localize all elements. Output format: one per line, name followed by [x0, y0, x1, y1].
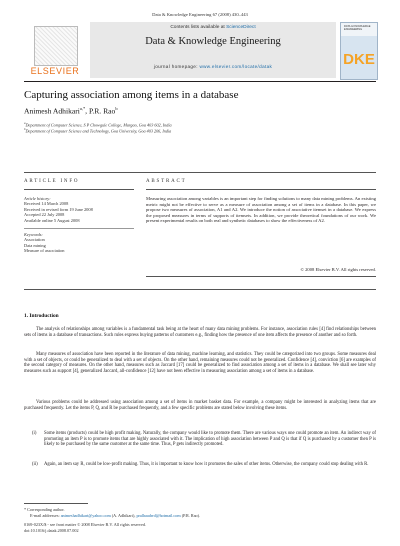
journal-cover-thumbnail — [340, 22, 378, 80]
affiliation-text: Department of Computer Science and Technology, Goa University, Goa 403 206, India — [25, 128, 172, 134]
email-label: E-mail addresses: — [30, 513, 61, 518]
email-link[interactable]: pralhaadrrd@hotmail.com — [136, 513, 181, 518]
front-matter-rule — [24, 289, 376, 290]
history-item: Received in revised form 19 June 2008 — [24, 206, 93, 212]
contents-prefix: Contents lists available at — [170, 25, 227, 30]
journal-title: Data & Knowledge Engineering — [145, 36, 281, 47]
affiliation-mark: b — [24, 127, 26, 131]
email-link[interactable]: animeshadhikari@yahoo.com — [60, 513, 111, 518]
abstract-bottom-rule — [146, 276, 376, 277]
journal-masthead — [24, 22, 376, 80]
section-heading: 1. Introduction — [24, 313, 59, 319]
list-number: (ii) — [32, 462, 38, 467]
cover-title-text: DATA & KNOWLEDGE ENGINEERING — [344, 25, 371, 31]
abstract-rule — [146, 189, 376, 190]
journal-homepage — [90, 64, 336, 69]
article-info-heading: ARTICLE INFO — [24, 179, 80, 184]
corresponding-footnote: * Corresponding author. — [24, 507, 65, 512]
affiliation-marks: b — [115, 106, 118, 111]
author-separator: , — [85, 106, 89, 116]
keyword: Data mining — [24, 242, 46, 248]
homepage-prefix: journal homepage: — [153, 64, 200, 69]
author-name: Animesh Adhikari — [24, 106, 80, 116]
email-owner: (A. Adhikari), — [110, 513, 137, 518]
doi-line[interactable]: doi:10.1016/j.datak.2008.07.002 — [24, 528, 79, 533]
contents-line — [90, 25, 336, 30]
abstract-heading: ABSTRACT — [146, 179, 187, 184]
paragraph: Various problems could be addressed using association among a set of items in market basket data. For example, a company might be interested in analyzing items that are purchased frequently. Let the items P, Q, and R be purchased frequently, and a few specific problems are stated below involving these items. — [24, 400, 376, 411]
list-text: Some items (products) could be high profit making. Naturally, the company would like to promote them. There are various ways one could promote an item. An indirect way of promoting an item P is to promote items that are highly associated with it. The implication of high association between P and Q is that if Q is purchased by a customer then P is likely to be purchased by the same customer at the same time. Thus, P gets indirectly promoted. — [44, 431, 376, 448]
history-item: Available online 5 August 2008 — [24, 217, 80, 223]
paragraph: The analysis of relationships among variables is a fundamental task being at the heart of many data mining problems. For instance, association rules [4] find relationships between sets of items in a database of transactions. Such rules express buying patterns of customers e.g., finding how the presence of one item affects the presence of another and so forth. — [24, 327, 376, 338]
corresponding-mark[interactable]: * — [82, 106, 86, 111]
masthead-banner — [90, 22, 336, 78]
history-item: Accepted 22 July 2008 — [24, 212, 65, 218]
running-head: Data & Knowledge Engineering 67 (2008) 430–443 — [152, 12, 248, 17]
affiliation-b — [24, 127, 171, 133]
list-number: (i) — [32, 431, 37, 436]
section-rule — [24, 172, 376, 173]
abstract-copyright: © 2008 Elsevier B.V. All rights reserved. — [300, 267, 376, 272]
abstract-text: Measuring association among variables is an important step for finding solutions to many data mining problems. An existing metric might not be effective to serve as a measure of association among a set of items in a database. In this paper, we propose two measures of association, A1 and A2. We introduce the notion of associative itemset in a database. We express the proposed measures in terms of supports of itemsets. In addition, we provide theoretical foundations of our work. We present experimental results on both real and synthetic databases to show the effectiveness of A2. — [146, 196, 376, 223]
article-title: Capturing association among items in a database — [24, 89, 239, 101]
article-info — [24, 190, 134, 254]
elsevier-tree-icon — [34, 26, 78, 66]
affiliation-text: Department of Computer Science, S P Chowgule College, Margao, Goa 403 602, India — [25, 122, 172, 128]
affiliation-marks: a, — [79, 106, 83, 111]
homepage-link[interactable]: www.elsevier.com/locate/datak — [199, 64, 273, 69]
email-footnote — [30, 513, 200, 518]
info-divider — [24, 228, 134, 229]
footnote-rule — [24, 503, 88, 504]
keyword: Measure of association — [24, 248, 65, 254]
list-text: Again, an item say R, could be low-profit making. Thus, it is important to know how it promotes the sales of other items. Otherwise, the company could stop dealing with R. — [44, 462, 369, 467]
cover-abbrev: DKE — [343, 51, 375, 68]
keywords-label: Keywords: — [24, 232, 43, 238]
masthead-rule — [24, 81, 376, 82]
email-owner: (P.R. Rao). — [180, 513, 201, 518]
keyword: Association — [24, 237, 45, 243]
publisher-logo — [24, 22, 86, 78]
author-list — [24, 106, 118, 116]
paragraph: Many measures of association have been reported in the literature of data mining, machine learning, and statistics. They could be categorized into two groups. Some measures deal with a set of objects, or could be generalized to deal with a set of objects. On the other hand, remaining measures could not be generalized. Confidence [4], conviction [6] are examples of the second category of measures. On the other hand, measures such as Jaccard [17] could be generalized to find association among a set of items in a database. We shall see later why measures such as support [4], generalized Jaccard, all-confidence [12] have not been effective in measuring association among a set of items in a database. — [24, 352, 376, 375]
publisher-name: ELSEVIER — [30, 66, 80, 76]
author-name: P.R. Rao — [88, 106, 116, 116]
history-item: Received 14 March 2008 — [24, 201, 69, 207]
sciencedirect-link[interactable]: ScienceDirect — [226, 25, 256, 30]
affiliation-mark: a — [24, 121, 26, 125]
issn-line: 0169-023X/$ - see front matter © 2008 Elsevier B.V. All rights reserved. — [24, 522, 146, 527]
history-label: Article history: — [24, 196, 51, 201]
